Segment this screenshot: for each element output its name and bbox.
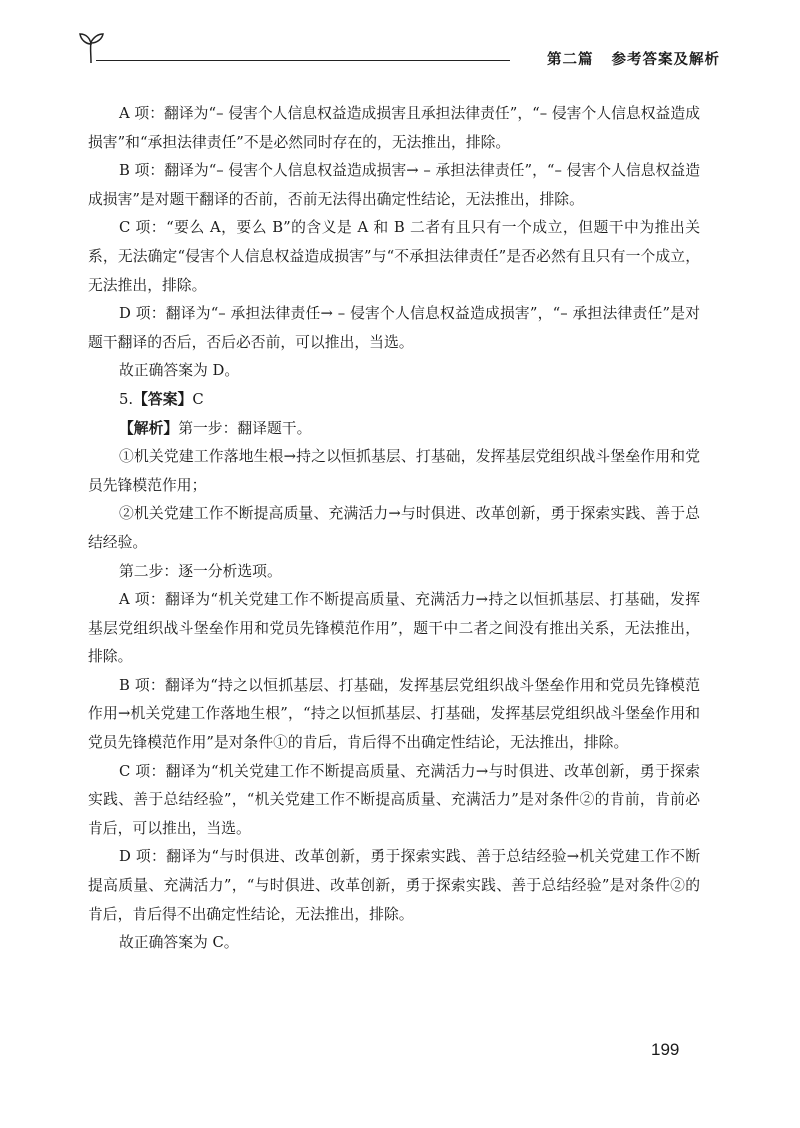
header-title — [547, 48, 720, 69]
paragraph: C 项：“要么 A，要么 B”的含义是 A 和 B 二者有且只有一个成立，但题干中为推出关系，无法确定“侵害个人信息权益造成损害”与“不承担法律责任”是否必然有且只有一个成立，无法推出，排除。 — [88, 219, 700, 294]
paragraph: 故正确答案为 D。 — [119, 362, 240, 380]
paragraph: 第二步：逐一分析选项。 — [119, 562, 282, 580]
paragraph: ①机关党建工作落地生根→持之以恒抓基层、打基础，发挥基层党组织战斗堡垒作用和党员先锋模范作用； — [88, 448, 700, 494]
page-body — [88, 100, 700, 958]
answer-value: C — [192, 390, 204, 408]
paragraph: D 项：翻译为“– 承担法律责任→ – 侵害个人信息权益造成损害”，“– 承担法律责任”是对题干翻译的否后，否后必否前，可以推出，当选。 — [88, 305, 700, 351]
answer-label: 【答案】 — [133, 390, 193, 408]
analysis-line — [88, 415, 700, 444]
paragraph: B 项：翻译为“持之以恒抓基层、打基础，发挥基层党组织战斗堡垒作用和党员先锋模范作用→机关党建工作落地生根”，“持之以恒抓基层、打基础，发挥基层党组织战斗堡垒作用和党员先锋模范作用”是对条件①的肯后，肯后得不出确定性结论，无法推出，排除。 — [88, 676, 700, 752]
paragraph: 故正确答案为 C。 — [119, 934, 239, 952]
paragraph: D 项：翻译为“与时俱进、改革创新，勇于探索实践、善于总结经验→机关党建工作不断提高质量、充满活力”，“与时俱进、改革创新，勇于探索实践、善于总结经验”是对条件②的肯后，肯后得不出确定性结论，无法推出，排除。 — [88, 848, 700, 923]
question-number: 5. — [119, 390, 134, 408]
header-rule — [96, 60, 510, 61]
paragraph: C 项：翻译为“机关党建工作不断提高质量、充满活力→与时俱进、改革创新，勇于探索实践、善于总结经验”，“机关党建工作不断提高质量、充满活力”是对条件②的肯前，肯前必肯后，可以推出，当选。 — [88, 762, 700, 837]
page-number: 199 — [651, 1040, 680, 1059]
header-part: 第二篇 — [547, 52, 594, 68]
sprout-icon — [78, 30, 104, 64]
header-section: 参考答案及解析 — [611, 52, 720, 68]
paragraph: B 项：翻译为“– 侵害个人信息权益造成损害→ – 承担法律责任”，“– 侵害个人信息权益造成损害”是对题干翻译的否前，否前无法得出确定性结论，无法推出，排除。 — [88, 162, 700, 208]
question-answer-line — [88, 386, 700, 415]
analysis-label: 【解析】 — [119, 419, 179, 437]
running-header — [78, 30, 720, 66]
analysis-intro: 第一步：翻译题干。 — [178, 419, 312, 437]
paragraph: ②机关党建工作不断提高质量、充满活力→与时俱进、改革创新，勇于探索实践、善于总结经验。 — [88, 505, 700, 551]
paragraph: A 项：翻译为“机关党建工作不断提高质量、充满活力→持之以恒抓基层、打基础，发挥基层党组织战斗堡垒作用和党员先锋模范作用”，题干中二者之间没有推出关系，无法推出，排除。 — [88, 591, 700, 666]
paragraph: A 项：翻译为“– 侵害个人信息权益造成损害且承担法律责任”，“– 侵害个人信息权益造成损害”和“承担法律责任”不是必然同时存在的，无法推出，排除。 — [88, 105, 700, 151]
